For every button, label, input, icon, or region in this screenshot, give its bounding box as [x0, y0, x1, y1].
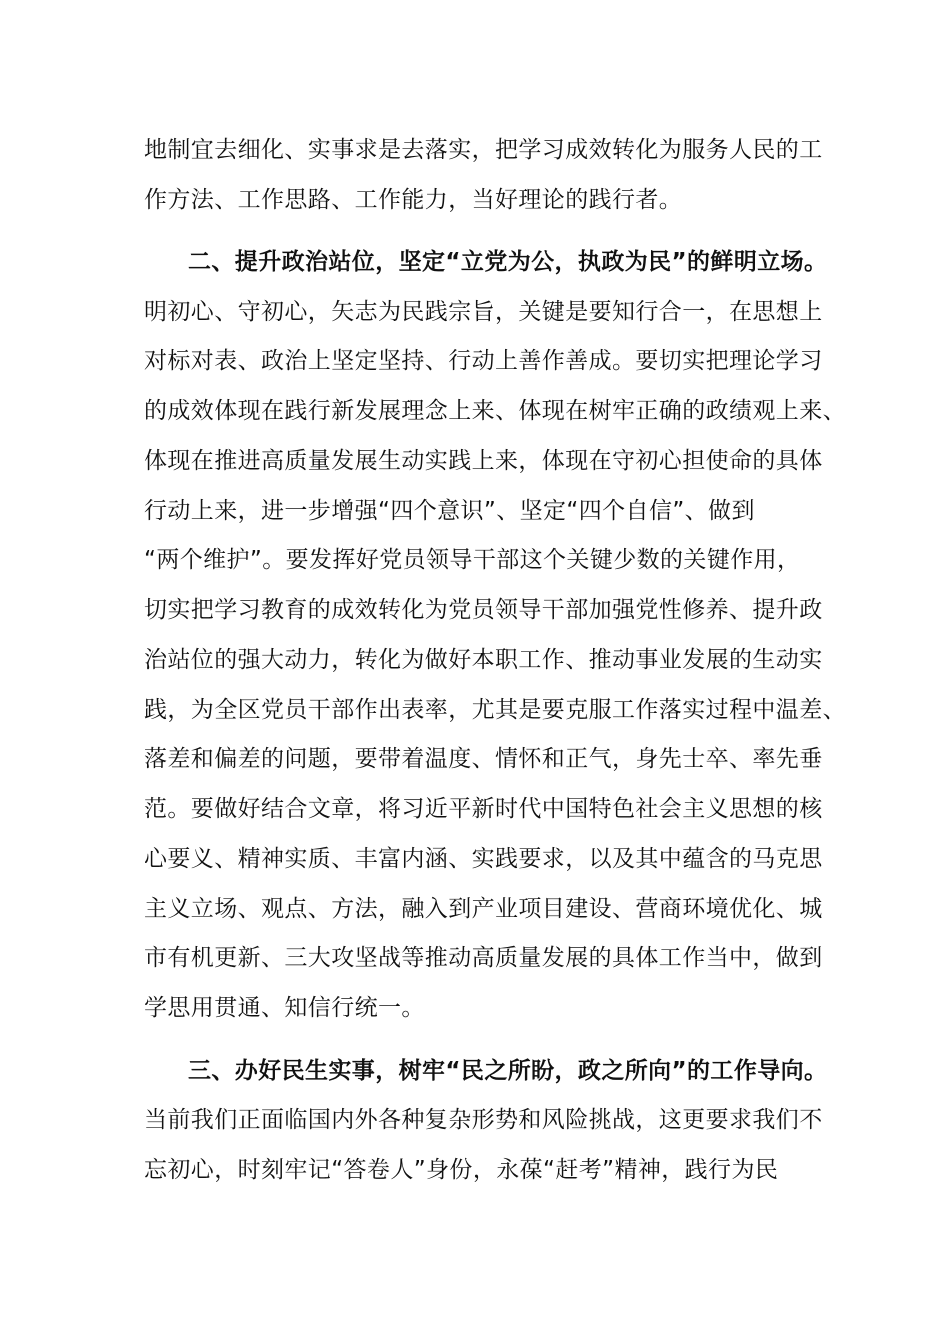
body-line: “两个维护”。要发挥好党员领导干部这个关键少数的关键作用，: [144, 547, 801, 573]
body-line: 明初心、守初心，矢志为民践宗旨，关键是要知行合一，在思想上: [144, 299, 823, 325]
body-line: 忘初心，时刻牢记“答卷人”身份，永葆“赶考”精神，践行为民: [144, 1157, 779, 1183]
body-line: 主义立场、观点、方法，融入到产业项目建设、营商环境优化、城: [144, 896, 823, 922]
body-line: 当前我们正面临国内外各种复杂形势和风险挑战，这更要求我们不: [144, 1107, 823, 1133]
body-line: 学思用贯通、知信行统一。: [144, 995, 425, 1021]
body-line: 践，为全区党员干部作出表率，尤其是要克服工作落实过程中温差、: [144, 697, 846, 723]
body-line: 作方法、工作思路、工作能力，当好理论的践行者。: [144, 187, 683, 213]
body-line: 行动上来，进一步增强“四个意识”、坚定“四个自信”、做到: [144, 498, 755, 524]
body-line: 对标对表、政治上坚定坚持、行动上善作善成。要切实把理论学习: [144, 348, 823, 374]
section-heading-3: 三、办好民生实事，树牢“民之所盼，政之所向”的工作导向。: [188, 1058, 828, 1084]
body-line: 范。要做好结合文章，将习近平新时代中国特色社会主义思想的核: [144, 796, 823, 822]
body-line: 治站位的强大动力，转化为做好本职工作、推动事业发展的生动实: [144, 647, 823, 673]
body-line: 切实把学习教育的成效转化为党员领导干部加强党性修养、提升政: [144, 597, 823, 623]
body-line: 体现在推进高质量发展生动实践上来，体现在守初心担使命的具体: [144, 448, 823, 474]
body-line: 的成效体现在践行新发展理念上来、体现在树牢正确的政绩观上来、: [144, 398, 846, 424]
body-line: 落差和偏差的问题，要带着温度、情怀和正气，身先士卒、率先垂: [144, 746, 823, 772]
body-line: 市有机更新、三大攻坚战等推动高质量发展的具体工作当中，做到: [144, 945, 823, 971]
body-line: 心要义、精神实质、丰富内涵、实践要求，以及其中蕴含的马克思: [144, 846, 823, 872]
section-heading-2: 二、提升政治站位，坚定“立党为公，执政为民”的鲜明立场。: [188, 249, 828, 275]
body-line: 地制宜去细化、实事求是去落实，把学习成效转化为服务人民的工: [144, 137, 823, 163]
